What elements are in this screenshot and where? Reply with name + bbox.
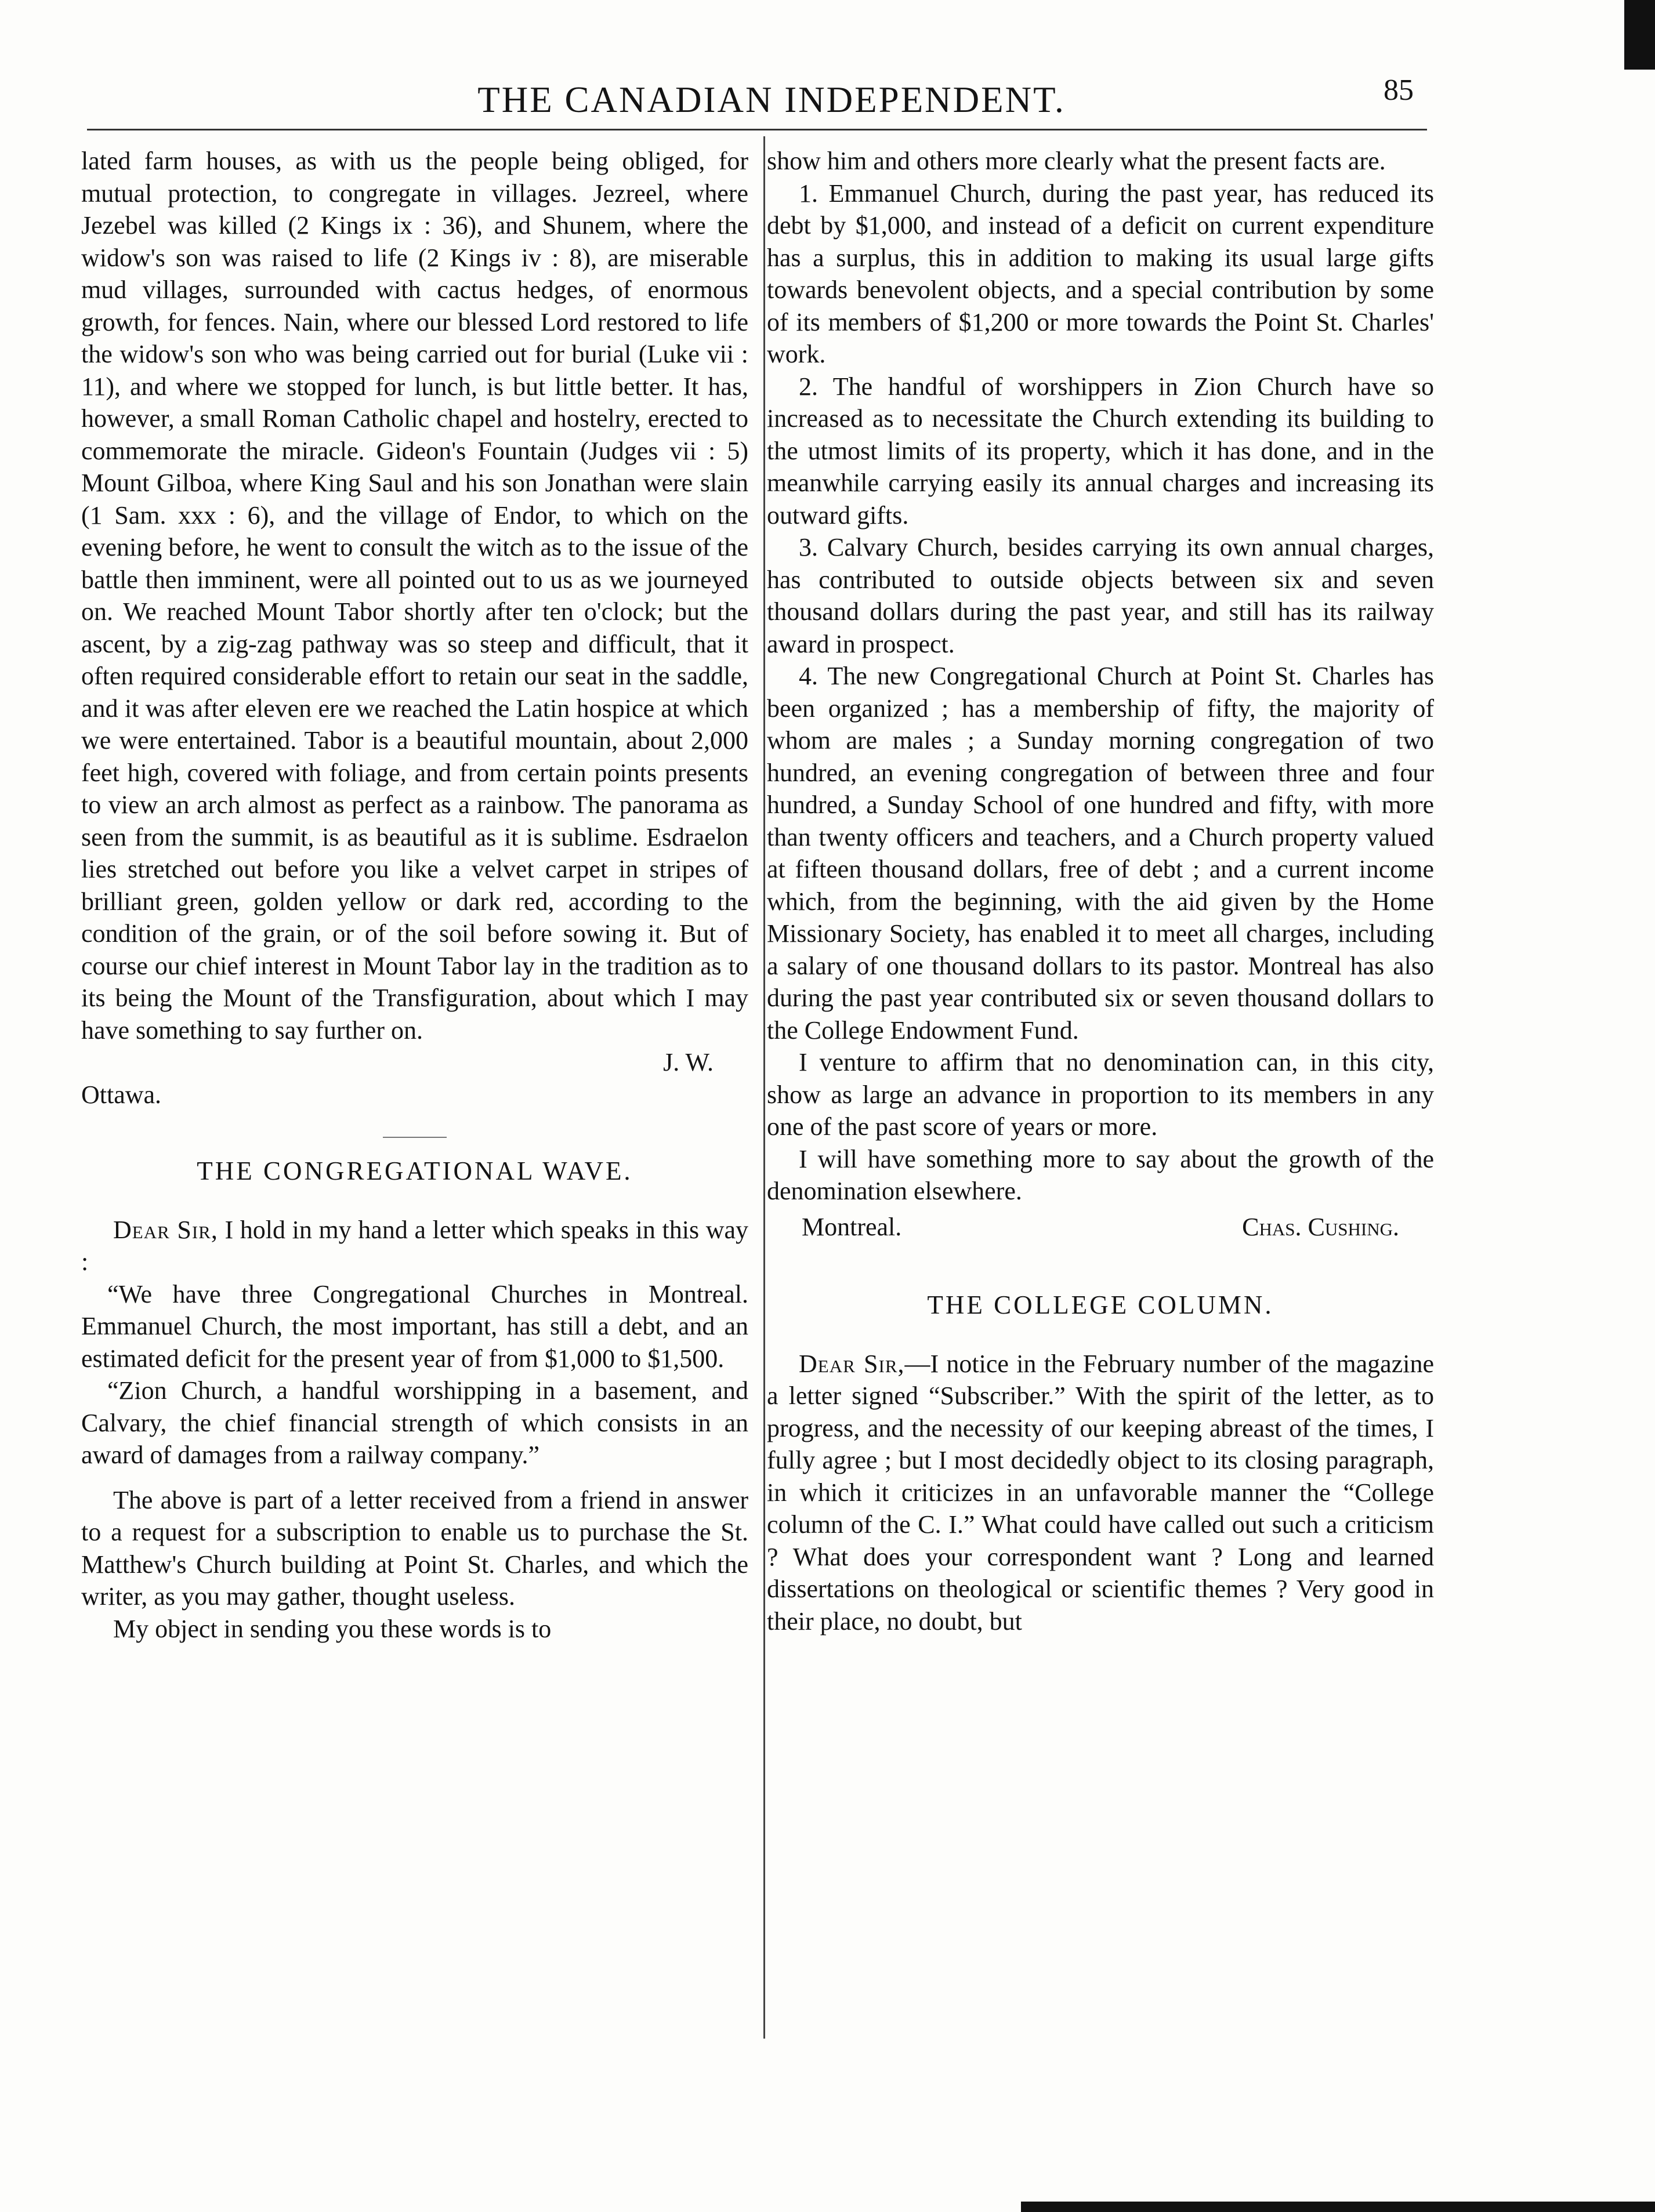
page-header bbox=[0, 63, 1655, 132]
list-item-4: 4. The new Congregational Church at Point St. Charles has been organized ; has a membership of fifty, the majority of whom are males ; a Sunday morning congregation of two hundred, an evening congregation of between three and four hundred, a Sunday School of one hundred and fifty, with more than twenty officers and teachers, and a Church property valued at fifteen thousand dollars, free of debt ; and a current income which, from the beginning, with the aid given by the Home Missionary Society, has enabled it to meet all charges, including a salary of one thousand dollars to its pastor. Montreal has also during the past year contributed six or seven thousand dollars to the College Endowment Fund. bbox=[767, 662, 1434, 1045]
section-heading-congregational-wave: THE CONGREGATIONAL WAVE. bbox=[197, 1156, 633, 1185]
paragraph-venture: I venture to affirm that no denomination can, in this city, show as large an advance in proportion to its members in any one of the past score of years or more. bbox=[767, 1048, 1434, 1141]
signoff bbox=[767, 1211, 1434, 1243]
header-rule bbox=[87, 129, 1427, 130]
section-separator bbox=[383, 1137, 447, 1138]
article-continued-text: lated farm houses, as with us the people being obliged, for mutual protection, to congregate in villages. Jezreel, where Jezebel was killed (2 Kings ix : 36), and Shunem, where the widow's son was raised to life (2 Kings iv : 8), are miserable mud villages, surrounded with cactus hedges, of enormous growth, for fences. Nain, where our blessed Lord restored to life the widow's son who was being carried out for burial (Luke vii : 11), and where we stopped for lunch, is but little better. It has, however, a small Roman Catholic chapel and hostelry, erected to commemorate the miracle. Gideon's Fountain (Judges vii : 5) Mount Gilboa, where King Saul and his son Jonathan were slain (1 Sam. xxx : 6), and the village of Endor, to which on the evening before, he went to consult the witch as to the issue of the battle then imminent, were all pointed out to us as we journeyed on. We reached Mount Tabor shortly after ten o'clock; but the ascent, by a zig-zag pathway was so steep and difficult, that it often required considerable effort to retain our seat in the saddle, and it was after eleven ere we reached the Latin hospice at which we were entertained. Tabor is a beautiful mountain, about 2,000 feet high, covered with foliage, and from certain points presents to view an arch almost as perfect as a rainbow. The panorama as seen from the summit, is as beautiful as it is sublime. Esdraelon lies stretched out before you like a velvet carpet in stripes of brilliant green, golden yellow or dark red, according to the condition of the grain, or of the soil before sowing it. But of course our chief interest in Mount Tabor lay in the tradition as to its being the Mount of the Transfiguration, about which I may have something to say further on. bbox=[81, 147, 748, 1045]
list-item-3: 3. Calvary Church, besides carrying its own annual charges, has contributed to outside objects between six and seven thousand dollars during the past year, and still has its railway award in prospect. bbox=[767, 533, 1434, 658]
paragraph-will: I will have something more to say about the growth of the denomination elsewhere. bbox=[767, 1144, 1434, 1205]
list-item-2: 2. The handful of worshippers in Zion Church have so increased as to necessitate the Church extending its building to the utmost limits of its property, which it has done, and in the meanwhile carrying easily its annual charges and increasing its outward gifts. bbox=[767, 372, 1434, 530]
intro-text: I hold in my hand a letter which speaks in this way : bbox=[81, 1215, 749, 1276]
page-number: 85 bbox=[1384, 74, 1414, 107]
list-item-1: 1. Emmanuel Church, during the past year, has reduced its debt by $1,000, and instead of a deficit on current expenditure has a surplus, this in addition to making its usual large gifts towards benevolent objects, and a special contribution by some of its members of $1,200 or more towards the Point St. Charles' work. bbox=[767, 179, 1434, 368]
scan-edge-mark bbox=[1624, 0, 1655, 70]
right-column bbox=[767, 145, 1434, 1637]
paragraph-above: The above is part of a letter received from a friend in answer to a request for a subscription to enable us to purchase the St. Matthew's Church building at Point St. Charles, and which the writer, as you may gather, thought useless. bbox=[81, 1485, 748, 1611]
quoted-paragraph-2: “Zion Church, a handful worshipping in a basement, and Calvary, the chief financial strength of which consists in an award of damages from a railway company.” bbox=[81, 1376, 748, 1469]
college-letter-text: —I notice in the February number of the magazine a letter signed “Subscriber.” With the spirit of the letter, as to progress, and the necessity of our keeping abreast of the times, I fully agree ; but I most decidedly object to its closing paragraph, in which it criticizes in an unfavorable manner the “College column of the C. I.” What could have called out such a criticism ? What does your correspondent want ? Long and learned dissertations on theological or scientific themes ? Very good in their place, no doubt, but bbox=[767, 1349, 1434, 1636]
salutation: Dear Sir, bbox=[799, 1349, 905, 1378]
signoff-place: Montreal. bbox=[802, 1212, 902, 1241]
scan-bottom-mark bbox=[1021, 2202, 1655, 2212]
continued-text: show him and others more clearly what the present facts are. bbox=[767, 147, 1386, 175]
paragraph-object: My object in sending you these words is to bbox=[113, 1614, 552, 1643]
college-letter bbox=[767, 1348, 1434, 1638]
signoff-name: Chas. Cushing. bbox=[1242, 1212, 1399, 1241]
left-column bbox=[81, 145, 748, 1645]
column-divider bbox=[763, 136, 765, 2039]
article-place: Ottawa. bbox=[81, 1080, 162, 1109]
quoted-paragraph-1: “We have three Congregational Churches in Montreal. Emmanuel Church, the most important, has still a debt, and an estimated deficit for the present year of from $1,000 to $1,500. bbox=[81, 1279, 748, 1373]
running-title: THE CANADIAN INDEPENDENT. bbox=[477, 79, 1066, 120]
salutation: Dear Sir, bbox=[113, 1215, 218, 1244]
section-heading-college-column: THE COLLEGE COLUMN. bbox=[927, 1290, 1274, 1319]
letter-intro bbox=[81, 1214, 748, 1278]
article-signature: J. W. bbox=[663, 1048, 714, 1076]
